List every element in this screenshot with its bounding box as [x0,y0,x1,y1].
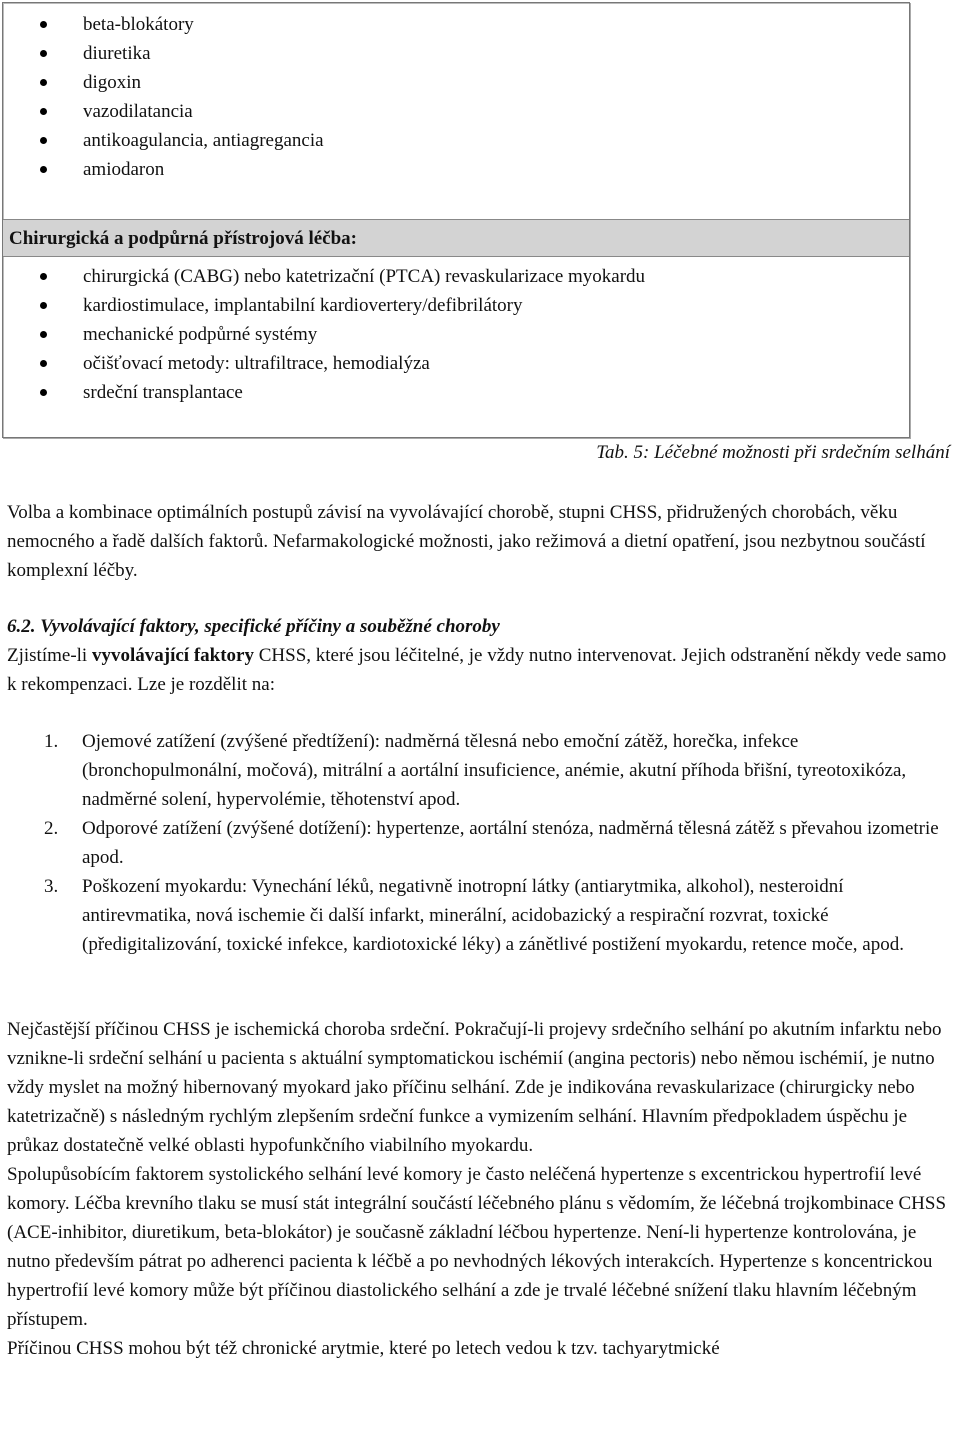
paragraph-factors [7,641,955,699]
list-item: vazodilatancia [83,97,324,126]
paragraph-hypertension: Spolupůsobícím faktorem systolického selhání levé komory je často neléčená hypertenze s excentrickou hypertrofií levé komory. Léčba krevního tlaku se musí stát integrální součástí léčebného plánu s vědomím, že léčebná trojkombinace CHSS (ACE-inhibitor, diuretikum, beta-blokátor) je současně základní léčbou hypertenze. Není-li hypertenze kontrolována, je nutno především pátrat po adherenci pacienta k léčbě a po nevhodných lékových interakcích. Hypertenze s koncentrickou hypertrofií levé komory může být příčinou diastolického selhání a zde je trvalé léčebné snížení tlaku hlavním léčebným přístupem. [7,1164,947,1330]
paragraph-options: Volba a kombinace optimálních postupů závisí na vyvolávající chorobě, stupni CHSS, přidružených chorobách, věku nemocného a řadě dalších faktorů. Nefarmakologické možnosti, jako režimová a dietní opatření, jsou nezbytnou součástí komplexní léčby. [7,502,926,581]
text-span: CHSS, které jsou léčitelné, je vždy nutno intervenovat. Jejich odstranění někdy vede samo k rekompenzaci. Lze je rozdělit na: [7,645,947,695]
text-span: Zjistíme-li [7,645,92,666]
list-item: chirurgická (CABG) nebo katetrizační (PTCA) revaskularizace myokardu [83,262,645,291]
paragraph-arrhythmia: Příčinou CHSS mohou být též chronické arytmie, které po letech vedou k tzv. tachyarytmické [7,1338,720,1359]
list-item: kardiostimulace, implantabilní kardiovertery/defibrilátory [83,291,645,320]
item-number: 3. [44,876,59,897]
numbered-item [0,814,952,872]
list-item: mechanické podpůrné systémy [83,320,645,349]
drug-list [83,10,324,184]
list-item: antikoagulancia, antiagregancia [83,126,324,155]
numbered-list [0,727,960,959]
paragraph-ischemia: Nejčastější příčinou CHSS je ischemická choroba srdeční. Pokračují-li projevy srdečního selhání po akutním infarktu nebo vznikne-li srdeční selhání u pacienta s aktuální symptomatickou ischémií (angina pectoris) nebo němou ischémií, je nutno vždy myslet na možný hibernovaný myokard jako příčinu selhání. Zde je indikována revaskularizace (chirurgicky nebo katetrizačně) s následným rychlým zlepšením srdeční funkce a vymizením selhání. Hlavním předpokladem úspěchu je průkaz dostatečně velké oblasti hypofunkčního viabilního myokardu. [7,1019,942,1156]
item-number: 2. [44,818,59,839]
item-text: Poškození myokardu: Vynechání léků, negativně inotropní látky (antiarytmika, alkohol), nesteroidní antirevmatika, nová ischemie či další infarkt, minerální, acidobazický a respirační rozvrat, toxické (předigitalizování, toxické infekce, kardiotoxické léky) a zánětlivé postižení myokardu, retence moče, apod. [82,876,904,955]
numbered-item [0,872,952,959]
list-item: srdeční transplantace [83,378,645,407]
list-item: digoxin [83,68,324,97]
table-section-header: Chirurgická a podpůrná přístrojová léčba: [3,219,909,257]
closing-text [7,1015,955,1363]
table-caption: Tab. 5: Léčebné možnosti při srdečním selhání [596,442,950,463]
procedure-list [83,262,645,407]
item-text: Odporové zatížení (zvýšené dotížení): hypertenze, aortální stenóza, nadměrná tělesná zátěž s převahou izometrie apod. [82,818,939,868]
treatment-table-box [2,2,910,438]
bold-term: vyvolávající faktory [91,645,254,666]
list-item: amiodaron [83,155,324,184]
list-item: beta-blokátory [83,10,324,39]
item-number: 1. [44,731,59,752]
item-text: Ojemové zatížení (zvýšené předtížení): nadměrná tělesná nebo emoční zátěž, horečka, infekce (bronchopulmonální, močová), mitrální a aortální insuficience, anémie, akutní příhoda břišní, tyreotoxikóza, nadměrné solení, hypervolémie, těhotenství apod. [82,731,907,810]
numbered-item [0,727,952,814]
list-item: diuretika [83,39,324,68]
list-item: očišťovací metody: ultrafiltrace, hemodialýza [83,349,645,378]
section-heading: 6.2. Vyvolávající faktory, specifické příčiny a souběžné choroby [7,616,500,637]
